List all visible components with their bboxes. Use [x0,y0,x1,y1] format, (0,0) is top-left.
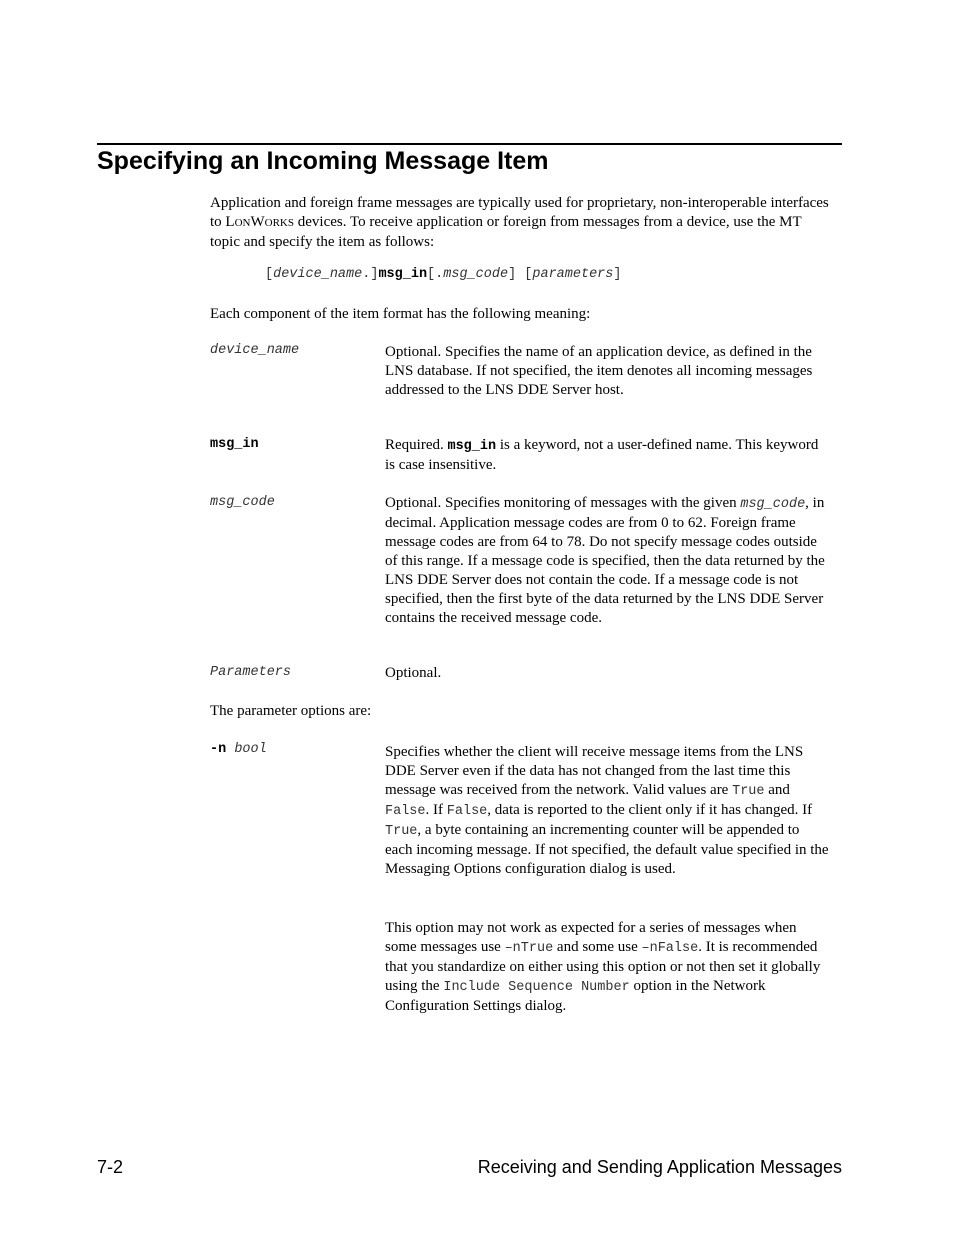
value-true: True [732,784,765,799]
desc-msg-in [385,436,830,475]
desc-msg-code [385,494,830,628]
option-n-text: Specifies whether the client will receive message items from the LNS DDE Server even if the data has not changed from the last time this message was received from the network. Valid values are [385,744,804,798]
lonworks-l: L [225,214,235,230]
option-n-arg: bool [234,742,267,757]
lonworks-on: ON [234,217,251,229]
syntax-parameters: parameters [532,267,614,282]
term-msg-code: msg_code [210,495,275,510]
syntax-bracket: [ [265,267,274,282]
option-n-text: , a byte containing an incrementing counter will be appended to each incoming message. If not specified, the default value specified in the Messaging Options configuration dialog is used. [385,822,829,877]
option-n-desc-2 [385,919,830,1016]
item-syntax [265,267,622,282]
intro-text-2: devices. To receive application or foreign from messages from a device, use the MT topic and specify the item as follows: [210,214,802,250]
meaning-intro: Each component of the item format has the following meaning: [210,306,591,322]
syntax-bracket: ] [613,267,622,282]
value-nfalse: –nFalse [641,941,699,956]
include-sequence-number: Include Sequence Number [443,980,630,995]
value-false: False [446,804,488,819]
desc-msg-code-text-2: , in decimal. Application message codes are from 0 to 62. Foreign frame message codes are from 64 to 78. Do not specify message codes outside of this range. If a message code is specified, then the data returned by the LNS DDE Server does not contain the code. If a message code is not specified, then the first byte of the data returned by the LNS DDE Server contains the received message code. [385,495,825,626]
option-n-text: and [764,782,790,798]
value-false: False [385,804,426,819]
option-n-flag: -n [210,742,227,757]
option-n-text: , data is reported to the client only if it has changed. If [487,802,813,818]
desc-msg-in-code: msg_in [447,439,497,454]
desc-msg-code-text-1: Optional. Specifies monitoring of messages with the given [385,495,741,511]
syntax-device-name: device_name [273,267,363,282]
option-n-text: This option may not work as expected for a series of messages when some messages use [385,920,797,955]
intro-paragraph [210,194,835,252]
value-ntrue: –nTrue [504,941,554,956]
value-true: True [385,824,418,839]
lonworks-w: W [250,214,265,230]
syntax-msg-in: msg_in [378,267,428,282]
term-device-name: device_name [210,343,300,358]
option-n-text: . If [425,802,447,818]
section-heading: Specifying an Incoming Message Item [97,147,549,175]
desc-device-name: Optional. Specifies the name of an application device, as defined in the LNS database. If not specified, the item denotes all incoming messages addressed to the LNS DDE Server host. [385,344,813,398]
page-number: 7-2 [97,1157,124,1177]
option-n-text: and some use [553,939,642,955]
syntax-bracket: ] [ [508,267,533,282]
term-parameters: Parameters [210,665,292,680]
intro-text-1: Application and foreign frame messages are typically used for proprietary, non-interoperable interfaces to [210,195,829,230]
term-msg-in: msg_in [210,437,259,452]
option-n-term [210,740,267,759]
syntax-bracket: .] [362,267,379,282]
chapter-title: Receiving and Sending Application Messages [477,1157,842,1177]
desc-msg-in-text-2: is a keyword, not a user-defined name. This keyword is case insensitive. [385,437,819,473]
params-intro: The parameter options are: [210,703,372,719]
lonworks-orks: ORKS [264,217,294,229]
desc-parameters: Optional. [385,665,442,681]
desc-msg-code-code: msg_code [740,497,806,512]
option-n-text: option in the Network Configuration Settings dialog. [385,978,766,1014]
desc-msg-in-text-1: Required. [385,437,448,453]
option-n-desc-1 [385,743,830,879]
syntax-bracket: [. [427,267,444,282]
syntax-msg-code: msg_code [443,267,509,282]
option-n-text: . It is recommended that you standardize on either using this option or not then set it globally using the [385,939,821,994]
